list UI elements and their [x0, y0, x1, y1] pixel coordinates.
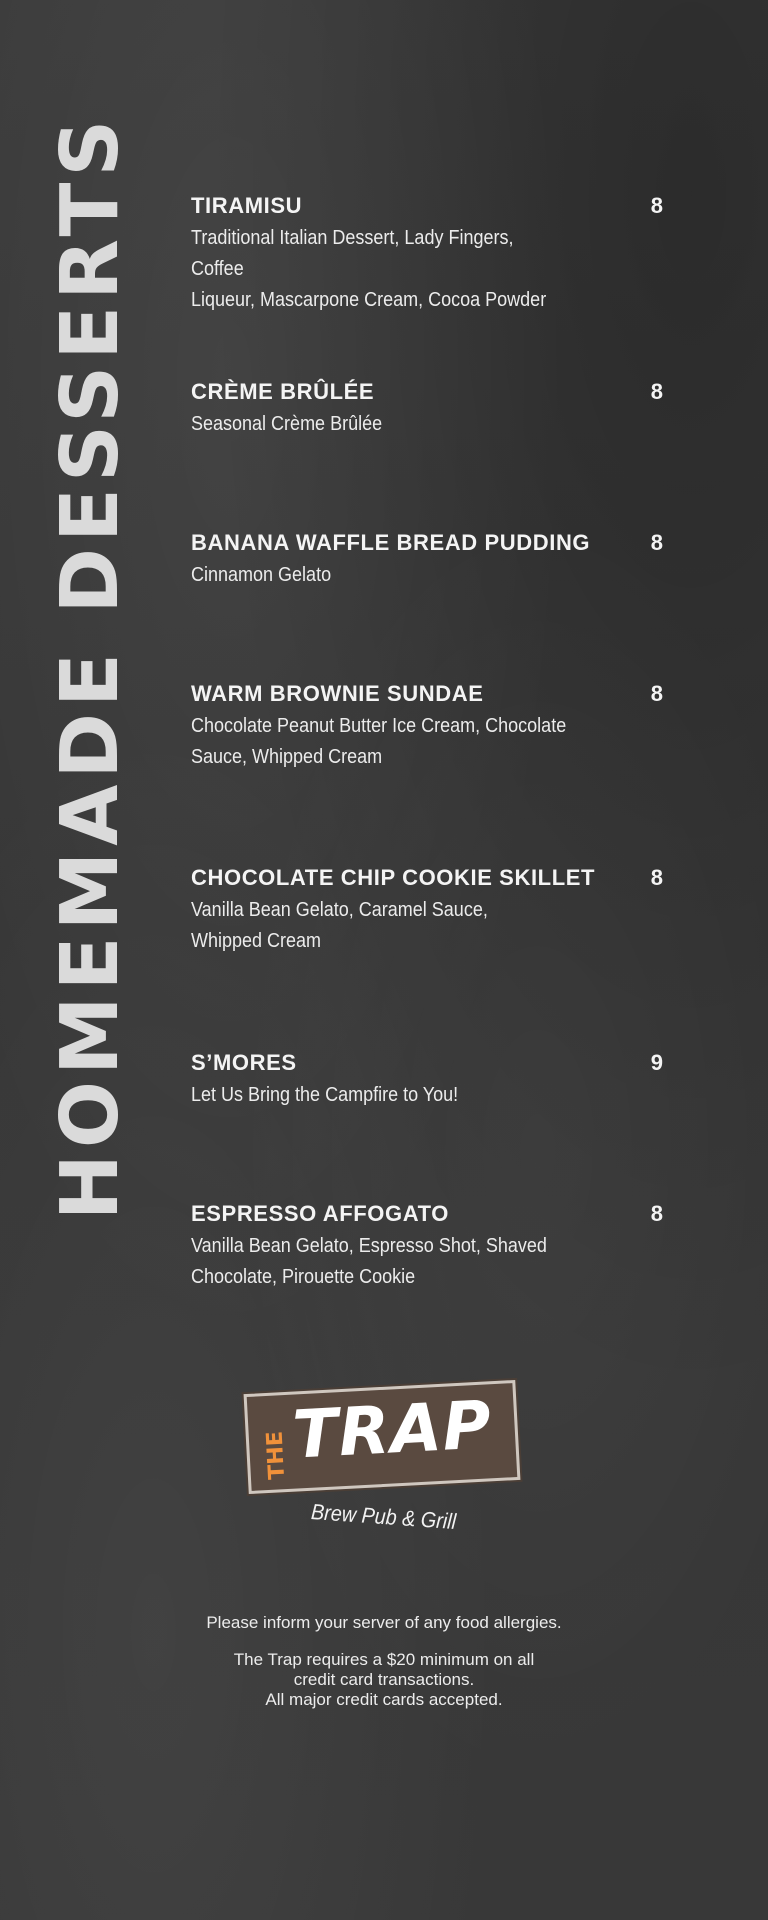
- menu-item-chocolate-chip-cookie-skillet: [191, 865, 663, 957]
- menu-item-smores: [191, 1050, 663, 1111]
- logo-the-text: THE: [262, 1430, 291, 1481]
- footer-notes: [0, 1612, 768, 1710]
- credit-card-line: All major credit cards accepted.: [265, 1690, 503, 1709]
- description-line: Whipped Cream: [191, 930, 322, 952]
- item-name: BANANA WAFFLE BREAD PUDDING: [191, 530, 591, 555]
- credit-card-notice: [0, 1650, 768, 1710]
- menu-item-banana-waffle-bread-pudding: [191, 530, 663, 591]
- item-price: 8: [650, 1201, 663, 1226]
- item-price: 8: [650, 530, 663, 555]
- description-line: Cinnamon Gelato: [191, 564, 332, 586]
- item-description: [191, 895, 569, 957]
- item-description: [191, 223, 569, 316]
- menu-item-warm-brownie-sundae: [191, 681, 663, 773]
- item-price: 8: [650, 379, 663, 404]
- item-name: WARM BROWNIE SUNDAE: [191, 681, 484, 706]
- description-line: Chocolate Peanut Butter Ice Cream, Chocolate: [191, 715, 567, 737]
- logo-badge: [244, 1380, 521, 1494]
- description-line: Liqueur, Mascarpone Cream, Cocoa Powder: [191, 289, 547, 311]
- item-price: 9: [650, 1050, 663, 1075]
- item-description: [191, 711, 569, 773]
- item-price: 8: [650, 193, 663, 218]
- menu-item-tiramisu: [191, 193, 663, 316]
- menu-section-title: [20, 113, 160, 1221]
- description-line: Let Us Bring the Campfire to You!: [191, 1084, 459, 1106]
- item-name: CHOCOLATE CHIP COOKIE SKILLET: [191, 865, 596, 890]
- section-title-text: HOMEMADE DESSERTS: [44, 113, 136, 1221]
- item-description: [191, 409, 569, 440]
- the-trap-logo: [246, 1387, 524, 1535]
- logo-trap-text: TRAP: [290, 1386, 494, 1474]
- credit-card-line: The Trap requires a $20 minimum on all: [233, 1650, 535, 1669]
- item-name: ESPRESSO AFFOGATO: [191, 1201, 449, 1226]
- description-line: Vanilla Bean Gelato, Espresso Shot, Shaved: [191, 1235, 547, 1257]
- item-description: [191, 1080, 569, 1111]
- item-description: [191, 560, 569, 591]
- logo-tagline: Brew Pub & Grill: [310, 1499, 457, 1535]
- description-line: Seasonal Crème Brûlée: [191, 413, 383, 435]
- item-name: TIRAMISU: [191, 193, 303, 218]
- description-line: Vanilla Bean Gelato, Caramel Sauce,: [191, 899, 488, 921]
- description-line: Sauce, Whipped Cream: [191, 746, 383, 768]
- item-name: S’MORES: [191, 1050, 297, 1075]
- item-description: [191, 1231, 569, 1293]
- menu-item-creme-brulee: [191, 379, 663, 440]
- item-price: 8: [650, 865, 663, 890]
- credit-card-line: credit card transactions.: [293, 1670, 475, 1689]
- menu-item-espresso-affogato: [191, 1201, 663, 1293]
- allergy-notice: Please inform your server of any food allergies.: [206, 1613, 562, 1632]
- description-line: Chocolate, Pirouette Cookie: [191, 1266, 416, 1288]
- item-name: CRÈME BRÛLÉE: [191, 379, 375, 404]
- description-line: Traditional Italian Dessert, Lady Fingers, Coffee: [191, 227, 514, 280]
- item-price: 8: [650, 681, 663, 706]
